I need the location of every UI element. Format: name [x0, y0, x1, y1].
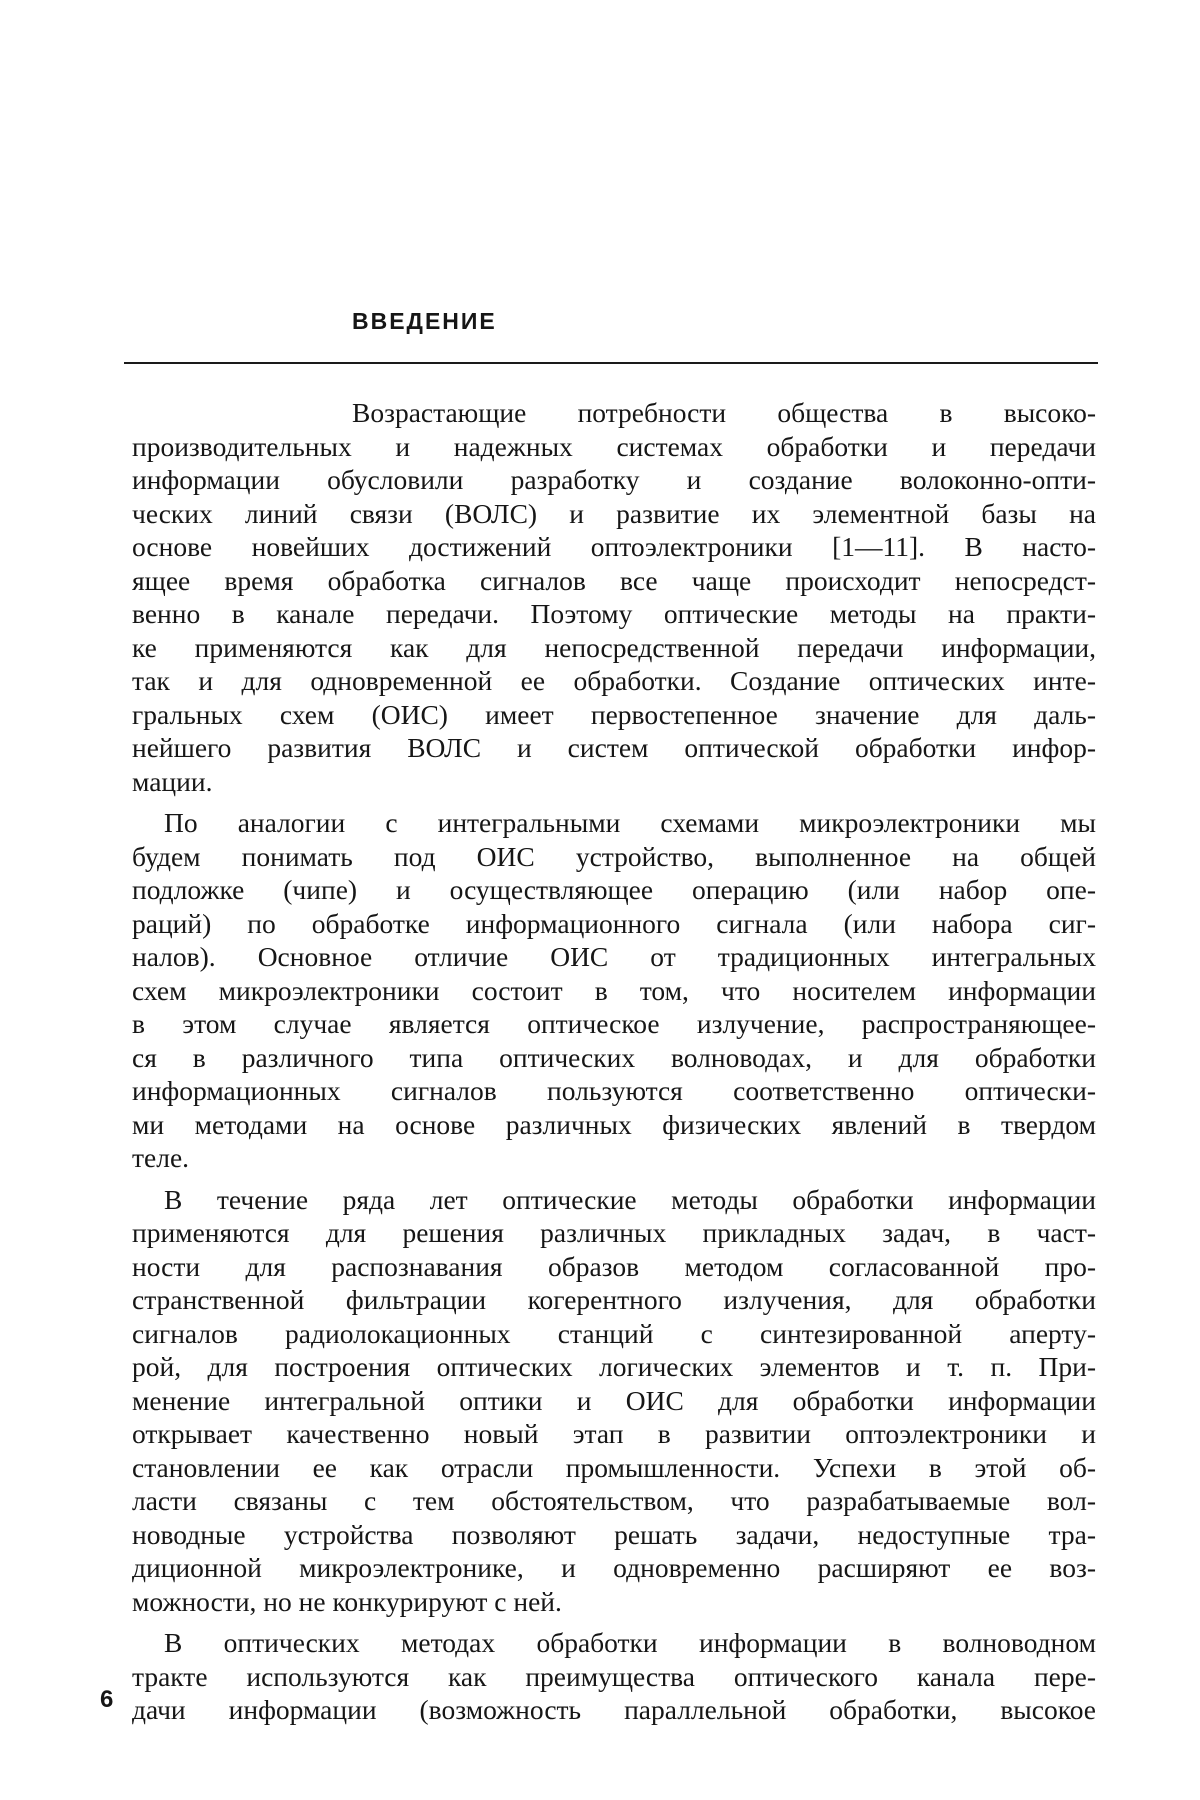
text-line: теле.	[132, 1142, 190, 1173]
text-line: ся в различного типа оптических волноводах, и для обработки	[132, 1041, 1096, 1073]
paragraph	[132, 396, 1096, 798]
text-line: становлении ее как отрасли промышленности. Успехи в этой об-	[132, 1451, 1096, 1483]
text-line: можности, но не конкурируют с ней.	[132, 1585, 562, 1617]
text-line: ности для распознавания образов методом согласованной про-	[132, 1250, 1096, 1282]
text-line: раций) по обработке информационного сигнала (или набора сиг-	[132, 907, 1096, 939]
text-line: применяются для решения различных прикладных задач, в част-	[132, 1217, 1096, 1248]
text-line: диционной микроэлектронике, и одновременно расширяют ее воз-	[132, 1552, 1096, 1583]
paragraph	[132, 1183, 1096, 1619]
text-line: налов). Основное отличие ОИС от традиционных интегральных	[132, 941, 1096, 972]
text-line: информации обусловили разработку и создание волоконно-опти-	[132, 464, 1096, 495]
text-line: ческих линий связи (ВОЛС) и развитие их элементной базы на	[132, 497, 1096, 529]
text-line: так и для одновременной ее обработки. Создание оптических инте-	[132, 665, 1096, 696]
text-line: мации.	[132, 765, 213, 797]
paragraph	[132, 1626, 1096, 1727]
section-heading: ВВЕДЕНИЕ	[352, 308, 497, 334]
page-number: 6	[100, 1686, 114, 1713]
text-line: дачи информации (возможность параллельной обработки, высокое	[132, 1694, 1096, 1725]
text-line: В оптических методах обработки информации в волноводном	[164, 1627, 1096, 1658]
text-line: странственной фильтрации когерентного излучения, для обработки	[132, 1284, 1096, 1315]
text-line: будем понимать под ОИС устройство, выполненное на общей	[132, 840, 1096, 872]
paragraph-gap	[132, 798, 1096, 806]
text-line: схем микроэлектроники состоит в том, что носителем информации	[132, 974, 1096, 1006]
text-line: гральных схем (ОИС) имеет первостепенное значение для даль-	[132, 698, 1096, 730]
heading-rule	[124, 362, 1098, 364]
text-line: В течение ряда лет оптические методы обработки информации	[164, 1183, 1096, 1215]
text-line: ке применяются как для непосредственной передачи информации,	[132, 631, 1096, 663]
text-line: открывает качественно новый этап в развитии оптоэлектроники и	[132, 1418, 1096, 1449]
text-line: венно в канале передачи. Поэтому оптические методы на практи-	[132, 598, 1096, 629]
text-line: в этом случае является оптическое излучение, распространяющее-	[132, 1008, 1096, 1039]
text-line: Возрастающие потребности общества в высоко-	[352, 397, 1096, 428]
text-line: рой, для построения оптических логических элементов и т. п. При-	[132, 1351, 1096, 1382]
paragraph-gap	[132, 1175, 1096, 1183]
text-line: ми методами на основе различных физических явлений в твердом	[132, 1108, 1096, 1140]
text-line: производительных и надежных системах обработки и передачи	[132, 430, 1096, 462]
text-line: нейшего развития ВОЛС и систем оптической обработки инфор-	[132, 732, 1096, 763]
text-line: По аналогии с интегральными схемами микроэлектроники мы	[164, 807, 1096, 838]
text-line: ящее время обработка сигналов все чаще происходит непосредст-	[132, 564, 1096, 596]
text-line: новодные устройства позволяют решать задачи, недоступные тра-	[132, 1518, 1096, 1550]
body-text	[132, 396, 1096, 1727]
paragraph-gap	[132, 1618, 1096, 1626]
text-line: менение интегральной оптики и ОИС для обработки информации	[132, 1384, 1096, 1416]
text-line: информационных сигналов пользуются соответственно оптически-	[132, 1075, 1096, 1106]
text-line: ласти связаны с тем обстоятельством, что разрабатываемые вол-	[132, 1485, 1096, 1516]
text-line: основе новейших достижений оптоэлектроники [1—11]. В насто-	[132, 531, 1096, 562]
text-line: подложке (чипе) и осуществляющее операцию (или набор опе-	[132, 874, 1096, 905]
paragraph	[132, 806, 1096, 1175]
text-line: сигналов радиолокационных станций с синтезированной аперту-	[132, 1317, 1096, 1349]
text-line: тракте используются как преимущества оптического канала пере-	[132, 1660, 1096, 1692]
